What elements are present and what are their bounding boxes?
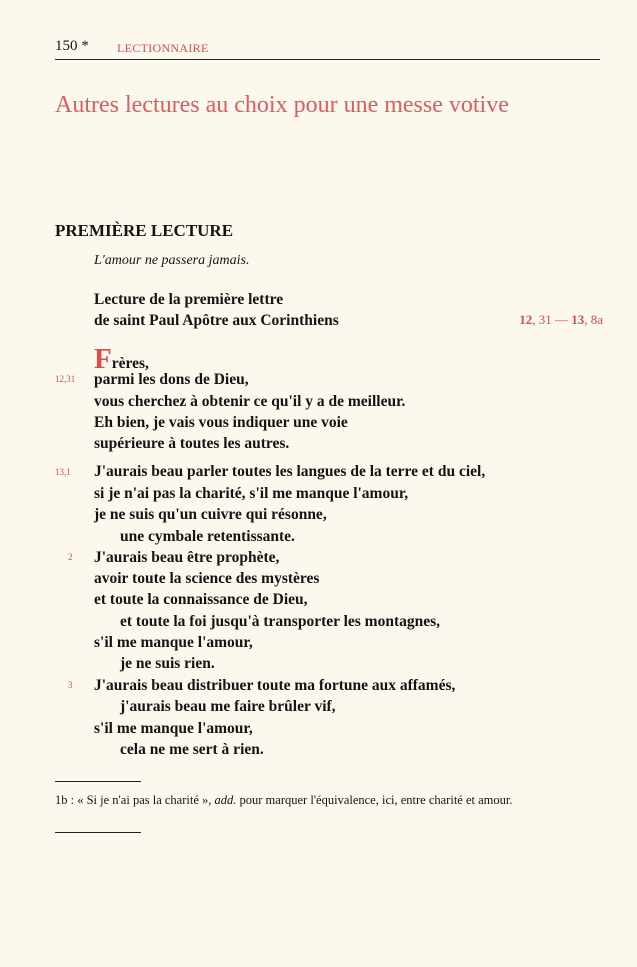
verse-marker: 2 xyxy=(68,552,73,562)
reference-chapter-end: 13 xyxy=(571,312,585,327)
verse-marker: 3 xyxy=(68,680,73,690)
text-line: une cymbale retentissante. xyxy=(120,528,295,545)
text-line: s'il me manque l'amour, xyxy=(94,634,253,651)
text-line: et toute la connaissance de Dieu, xyxy=(94,591,308,608)
text-line: je ne suis qu'un cuivre qui résonne, xyxy=(94,506,327,523)
opening-line xyxy=(94,345,149,374)
footnote-text: pour marquer l'équivalence, ici, entre charité et amour. xyxy=(236,793,513,807)
verse-marker: 12,31 xyxy=(55,374,76,384)
drop-cap: F xyxy=(94,343,112,375)
text-line: si je n'ai pas la charité, s'il me manque l'amour, xyxy=(94,485,409,502)
reading-source xyxy=(94,289,339,331)
reading-subtitle: L'amour ne passera jamais. xyxy=(94,253,250,268)
footnote-rule-bottom xyxy=(55,832,141,833)
text-line: vous cherchez à obtenir ce qu'il y a de meilleur. xyxy=(94,393,406,410)
section-label: LECTIONNAIRE xyxy=(117,41,209,55)
footnote xyxy=(55,790,603,810)
header-rule xyxy=(55,59,600,60)
text-line: supérieure à toutes les autres. xyxy=(94,435,290,452)
reading-heading: PREMIÈRE LECTURE xyxy=(55,221,234,240)
text-line: J'aurais beau parler toutes les langues de la terre et du ciel, xyxy=(94,463,486,480)
text-line: s'il me manque l'amour, xyxy=(94,720,253,737)
text-line: J'aurais beau distribuer toute ma fortune aux affamés, xyxy=(94,677,456,694)
text-line: je ne suis rien. xyxy=(120,655,215,672)
verse-marker: 13,1 xyxy=(55,467,71,477)
page-title: Autres lectures au choix pour une messe votive xyxy=(55,92,509,118)
footnote-abbreviation: add. xyxy=(214,793,237,807)
text-line: j'aurais beau me faire brûler vif, xyxy=(120,698,336,715)
reference-chapter-start: 12 xyxy=(519,312,533,327)
text-line: parmi les dons de Dieu, xyxy=(94,371,249,388)
text-line: cela ne me sert à rien. xyxy=(120,741,264,758)
source-line-1: Lecture de la première lettre xyxy=(94,291,284,308)
text-line: J'aurais beau être prophète, xyxy=(94,549,280,566)
reference-verse-start: , 31 — xyxy=(532,312,572,327)
running-head xyxy=(55,38,600,60)
scripture-reference xyxy=(519,312,603,328)
footnote-rule-top xyxy=(55,781,141,782)
text-line: Eh bien, je vais vous indiquer une voie xyxy=(94,414,348,431)
source-line-2: de saint Paul Apôtre aux Corinthiens xyxy=(94,312,339,329)
text-line: avoir toute la science des mystères xyxy=(94,570,320,587)
text-line: et toute la foi jusqu'à transporter les montagnes, xyxy=(120,613,441,630)
reference-verse-end: , 8a xyxy=(584,312,603,327)
footnote-reference: 1b : « Si je n'ai pas la charité », xyxy=(55,793,215,807)
opening-word: rères, xyxy=(111,355,149,372)
page-number: 150 * xyxy=(55,38,89,54)
